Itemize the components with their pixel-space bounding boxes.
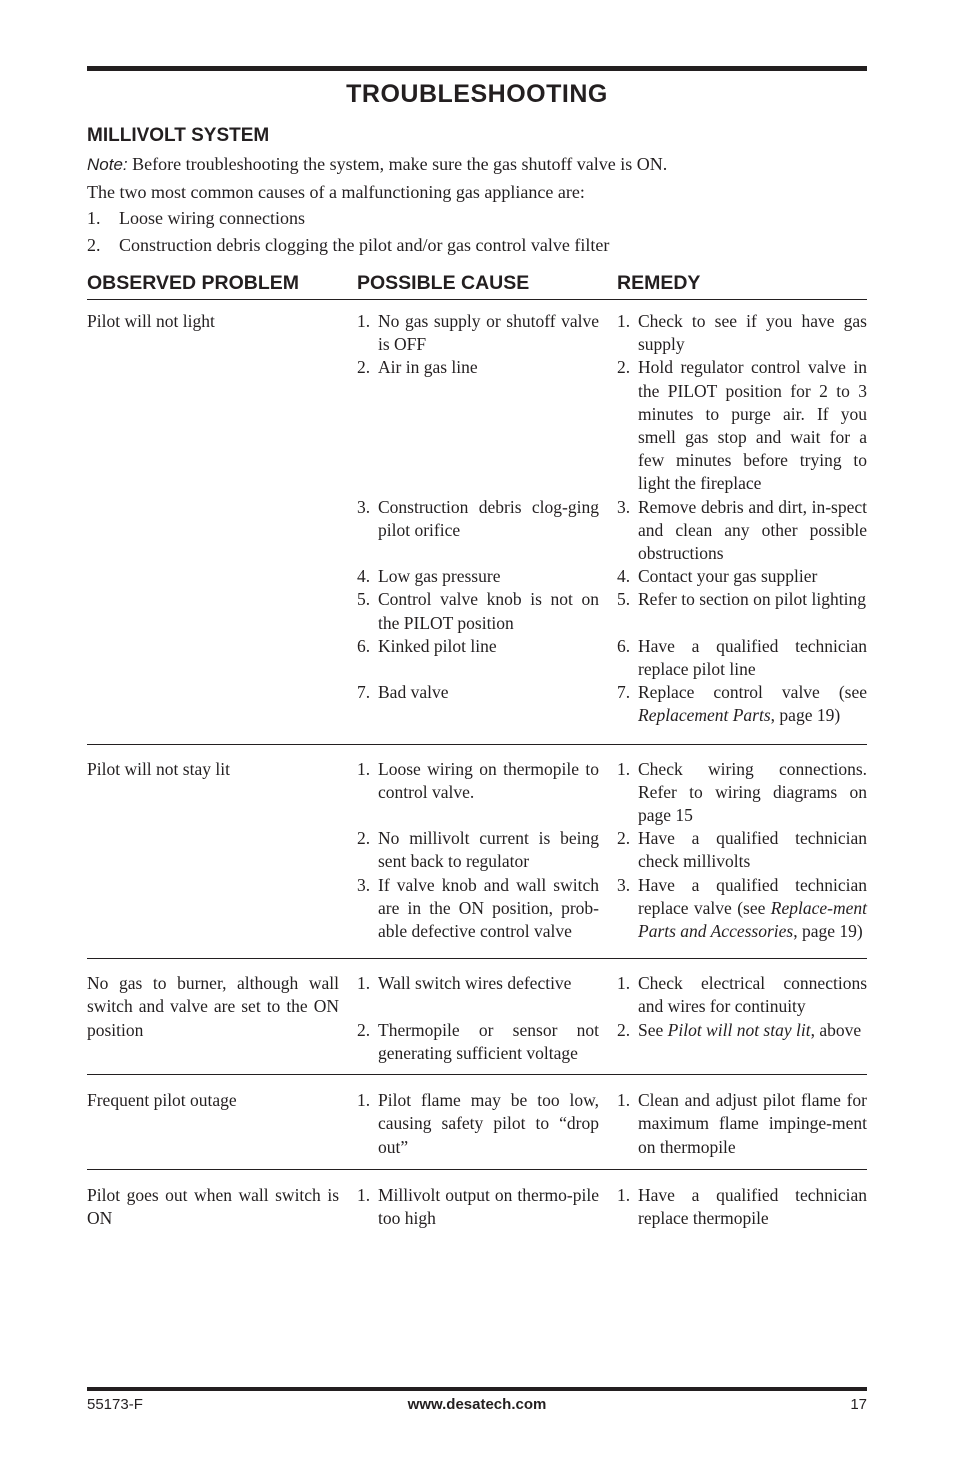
cause-text: Construction debris clog-ging pilot orifice bbox=[378, 496, 599, 540]
cross-reference: Pilot will not stay lit bbox=[667, 1019, 811, 1040]
page-title: TROUBLESHOOTING bbox=[346, 80, 608, 108]
remedy bbox=[617, 758, 867, 828]
cause-text: Low gas pressure bbox=[378, 566, 501, 587]
cause-number: 2. bbox=[357, 1019, 371, 1040]
remedy-text: Have a qualified technician replace thermopile bbox=[638, 1184, 867, 1228]
remedy-text: Check electrical connections and wires for continuity bbox=[638, 973, 867, 1017]
remedy bbox=[617, 635, 867, 681]
remedy-number: 3. bbox=[617, 496, 631, 517]
remedy bbox=[617, 972, 867, 1018]
remedy-text: Clean and adjust pilot flame for maximum flame impinge-ment on thermopile bbox=[638, 1090, 867, 1157]
cause-number: 2. bbox=[357, 828, 371, 849]
section-heading: MILLIVOLT SYSTEM bbox=[87, 125, 270, 146]
cause-text: Air in gas line bbox=[378, 357, 478, 378]
troubleshooting-table bbox=[87, 306, 867, 1230]
cause-number: 7. bbox=[357, 682, 371, 703]
observed-problem: No gas to burner, although wall switch and valve are set to the ON position bbox=[87, 973, 339, 1040]
remedy-number: 2. bbox=[617, 828, 631, 849]
remedy-text: Replace control valve (see Replacement Parts, page 19) bbox=[638, 682, 867, 726]
cause-text: Thermopile or sensor not generating sufficient voltage bbox=[378, 1019, 599, 1063]
note-label: Note: bbox=[87, 155, 128, 174]
cause-number: 3. bbox=[357, 496, 371, 517]
bottom-rule bbox=[87, 1387, 867, 1391]
remedy-text: Check wiring connections. Refer to wiring diagrams on page 15 bbox=[638, 758, 867, 826]
cause-remedy-pair bbox=[87, 565, 867, 588]
possible-cause bbox=[357, 356, 599, 495]
cause-remedy-pair bbox=[87, 681, 867, 727]
cause-number: 4. bbox=[357, 566, 371, 587]
cause-number: 6. bbox=[357, 635, 371, 656]
cause-text: Control valve knob is not on the PILOT position bbox=[378, 589, 599, 633]
remedy-number: 1. bbox=[617, 311, 631, 331]
table-row bbox=[87, 959, 867, 1075]
remedy-number: 5. bbox=[617, 589, 631, 610]
possible-cause bbox=[357, 827, 599, 873]
remedy-number: 1. bbox=[617, 758, 631, 779]
possible-cause bbox=[357, 1089, 599, 1159]
cause-text: Wall switch wires defective bbox=[378, 973, 572, 994]
observed-problem: Pilot will not light bbox=[87, 311, 215, 331]
remedy bbox=[617, 1019, 867, 1065]
remedy-text: Refer to section on pilot lighting bbox=[638, 589, 866, 610]
remedy bbox=[617, 874, 867, 944]
cause-text: No millivolt current is being sent back to regulator bbox=[378, 828, 599, 872]
cause-number: 1. bbox=[357, 1184, 371, 1205]
observed-problem: Frequent pilot outage bbox=[87, 1090, 237, 1111]
cause-text: If valve knob and wall switch are in the ON position, prob-able defective control valve bbox=[378, 874, 599, 942]
cause-text: Kinked pilot line bbox=[378, 635, 497, 656]
table-row bbox=[87, 1170, 867, 1230]
cause-number: 3. bbox=[357, 874, 371, 895]
cause-number: 1. bbox=[357, 311, 371, 331]
table-row bbox=[87, 745, 867, 960]
header-observed-problem: OBSERVED PROBLEM bbox=[87, 272, 300, 294]
cross-reference: Replacement Parts bbox=[638, 705, 771, 726]
remedy-text: Remove debris and dirt, in-spect and clean any other possible obstructions bbox=[638, 496, 867, 564]
remedy-text: Have a qualified technician replace pilot line bbox=[638, 635, 867, 680]
remedy-text: Hold regulator control valve in the PILOT position for 2 to 3 minutes to purge air. If you smell gas stop and wait for a few minutes before trying to light the fireplace bbox=[638, 357, 867, 494]
note-text: Before troubleshooting the system, make sure the gas shutoff valve is ON. bbox=[127, 154, 668, 174]
cause-number: 2. bbox=[357, 357, 371, 378]
remedy bbox=[617, 356, 867, 495]
table-row bbox=[87, 1075, 867, 1170]
header-possible-cause: POSSIBLE CAUSE bbox=[357, 272, 530, 294]
possible-cause bbox=[357, 972, 599, 1018]
intro bbox=[87, 151, 867, 258]
possible-cause bbox=[357, 635, 599, 681]
possible-cause bbox=[357, 588, 599, 634]
website-url: www.desatech.com bbox=[407, 1396, 547, 1413]
remedy bbox=[617, 588, 867, 634]
cause-text: Bad valve bbox=[378, 682, 449, 703]
cause-number: 1. bbox=[357, 1090, 371, 1111]
cross-reference: Replace-ment Parts and Accessories bbox=[638, 897, 867, 942]
possible-cause bbox=[357, 681, 599, 727]
remedy bbox=[617, 827, 867, 873]
remedy-text: Have a qualified technician replace valve (see Replace-ment Parts and Accessories, page 19) bbox=[638, 874, 867, 942]
cause-remedy-pair bbox=[87, 588, 867, 634]
remedy-number: 1. bbox=[617, 1090, 631, 1111]
remedy-number: 4. bbox=[617, 566, 631, 587]
cause-number: 1. bbox=[357, 973, 371, 994]
remedy bbox=[617, 496, 867, 566]
possible-cause bbox=[357, 874, 599, 944]
cause-text: Pilot flame may be too low, causing safety pilot to “drop out” bbox=[378, 1090, 599, 1157]
remedy-number: 6. bbox=[617, 635, 631, 656]
remedy-number: 1. bbox=[617, 1184, 631, 1205]
cause-text: No gas supply or shutoff valve is OFF bbox=[378, 311, 599, 355]
remedy-text: Check to see if you have gas supply bbox=[638, 311, 867, 355]
possible-cause bbox=[357, 496, 599, 566]
remedy-text: Have a qualified technician check millivolts bbox=[638, 828, 867, 872]
intro-list-item: 1. Loose wiring connections bbox=[87, 208, 305, 229]
possible-cause bbox=[357, 1184, 599, 1230]
cause-number: 5. bbox=[357, 589, 371, 610]
remedy-number: 2. bbox=[617, 1019, 631, 1040]
remedy-number: 1. bbox=[617, 973, 631, 994]
intro-list-item: 2. Construction debris clogging the pilot and/or gas control valve filter bbox=[87, 234, 610, 255]
table-header bbox=[87, 272, 867, 300]
cause-text: Millivolt output on thermo-pile too high bbox=[378, 1184, 599, 1228]
remedy-text: See Pilot will not stay lit, above bbox=[638, 1019, 862, 1040]
causes-lead: The two most common causes of a malfunctioning gas appliance are: bbox=[87, 181, 585, 202]
possible-cause bbox=[357, 758, 599, 828]
remedy-text: Contact your gas supplier bbox=[638, 566, 818, 587]
cause-remedy-pair bbox=[87, 635, 867, 681]
page-number: 17 bbox=[850, 1396, 867, 1413]
header-remedy: REMEDY bbox=[617, 272, 701, 294]
possible-cause bbox=[357, 1019, 599, 1065]
remedy bbox=[617, 1089, 867, 1159]
doc-number: 55173-F bbox=[87, 1396, 143, 1413]
remedy-number: 2. bbox=[617, 357, 631, 378]
cause-number: 1. bbox=[357, 758, 371, 779]
possible-cause bbox=[357, 565, 599, 588]
remedy-number: 7. bbox=[617, 682, 631, 703]
cause-remedy-pair bbox=[87, 874, 867, 944]
remedy bbox=[617, 681, 867, 727]
possible-cause bbox=[357, 310, 599, 356]
remedy bbox=[617, 1184, 867, 1230]
remedy bbox=[617, 310, 867, 356]
remedy bbox=[617, 565, 867, 588]
observed-problem: Pilot goes out when wall switch is ON bbox=[87, 1184, 339, 1228]
cause-remedy-pair bbox=[87, 496, 867, 566]
note bbox=[87, 151, 867, 179]
top-rule bbox=[87, 66, 867, 71]
cause-text: Loose wiring on thermopile to control valve. bbox=[378, 758, 599, 802]
observed-problem: Pilot will not stay lit bbox=[87, 758, 230, 779]
cause-remedy-pair bbox=[87, 827, 867, 873]
cause-remedy-pair bbox=[87, 356, 867, 495]
remedy-number: 3. bbox=[617, 874, 631, 895]
table-row bbox=[87, 306, 867, 745]
